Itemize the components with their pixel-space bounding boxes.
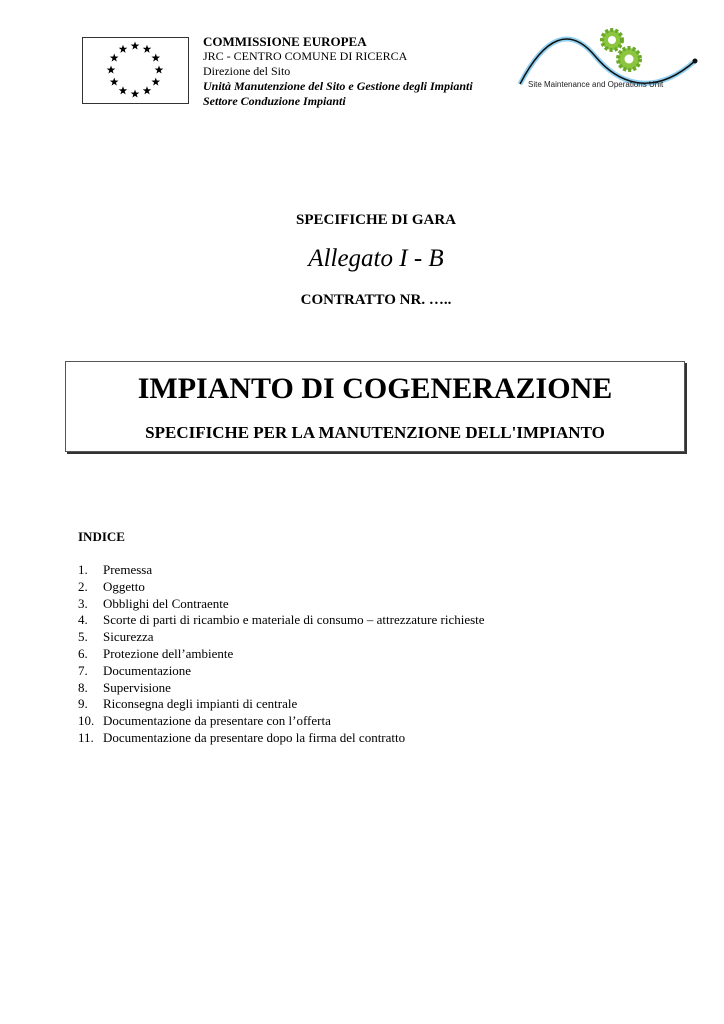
annex-title: Allegato I - B xyxy=(308,245,444,272)
toc-number: 9. xyxy=(78,696,88,712)
star-icon xyxy=(143,86,152,94)
toc-number: 5. xyxy=(78,629,88,645)
star-icon xyxy=(110,54,119,62)
table-of-contents xyxy=(78,562,485,747)
toc-number: 4. xyxy=(78,612,88,628)
document-title: IMPIANTO DI COGENERAZIONE xyxy=(137,372,613,405)
header-direction: Direzione del Sito xyxy=(203,64,291,78)
star-icon xyxy=(155,66,164,74)
toc-number: 10. xyxy=(78,713,95,729)
toc-number: 6. xyxy=(78,645,88,661)
toc-label: Obblighi del Contraente xyxy=(103,595,229,611)
star-icon xyxy=(152,78,161,86)
toc-item xyxy=(78,696,485,713)
toc-label: Supervisione xyxy=(103,679,171,695)
toc-label: Protezione dell’ambiente xyxy=(103,645,234,661)
header-block xyxy=(203,34,473,109)
star-icon xyxy=(107,66,116,74)
star-icon xyxy=(143,45,152,53)
site-maintenance-logo xyxy=(515,26,705,98)
toc-item xyxy=(78,579,485,596)
toc-item xyxy=(78,562,485,579)
toc-item xyxy=(78,663,485,680)
header-sector: Settore Conduzione Impianti xyxy=(203,94,346,108)
star-icon xyxy=(131,42,140,50)
toc-number: 8. xyxy=(78,679,88,695)
toc-number: 2. xyxy=(78,578,88,594)
toc-item xyxy=(78,646,485,663)
star-icon xyxy=(110,78,119,86)
toc-label: Riconsegna degli impianti di centrale xyxy=(103,696,298,712)
toc-number: 11. xyxy=(78,729,94,745)
toc-label: Documentazione da presentare dopo la firma del contratto xyxy=(103,729,406,745)
header-center: JRC - CENTRO COMUNE DI RICERCA xyxy=(203,49,408,63)
star-icon xyxy=(119,86,128,94)
star-icon xyxy=(131,90,140,98)
contract-number: CONTRATTO NR. ….. xyxy=(300,292,452,308)
logo-text: Site Maintenance and Operations Unit xyxy=(528,80,664,89)
eu-flag-logo xyxy=(82,37,189,104)
document-subtitle: SPECIFICHE PER LA MANUTENZIONE DELL'IMPIANTO xyxy=(145,423,605,442)
toc-number: 7. xyxy=(78,662,88,678)
toc-label: Documentazione da presentare con l’offerta xyxy=(103,713,331,729)
toc-label: Sicurezza xyxy=(103,629,154,645)
toc-item xyxy=(78,596,485,613)
toc-label: Premessa xyxy=(103,562,153,577)
toc-item xyxy=(78,730,485,747)
spec-heading: SPECIFICHE DI GARA xyxy=(295,212,457,228)
toc-item xyxy=(78,629,485,646)
toc-number: 3. xyxy=(78,595,88,611)
toc-label: Documentazione xyxy=(103,662,192,678)
toc-number: 1. xyxy=(78,562,88,577)
star-icon xyxy=(152,54,161,62)
toc-item xyxy=(78,612,485,629)
header-org: COMMISSIONE EUROPEA xyxy=(203,34,367,49)
toc-label: Scorte di parti di ricambio e materiale di consumo – attrezzature richieste xyxy=(103,612,485,628)
toc-item xyxy=(78,713,485,730)
star-icon xyxy=(119,45,128,53)
index-heading: INDICE xyxy=(78,529,125,544)
header-unit: Unità Manutenzione del Sito e Gestione degli Impianti xyxy=(203,79,473,93)
title-box xyxy=(65,361,685,452)
toc-label: Oggetto xyxy=(103,578,145,594)
toc-item xyxy=(78,680,485,697)
